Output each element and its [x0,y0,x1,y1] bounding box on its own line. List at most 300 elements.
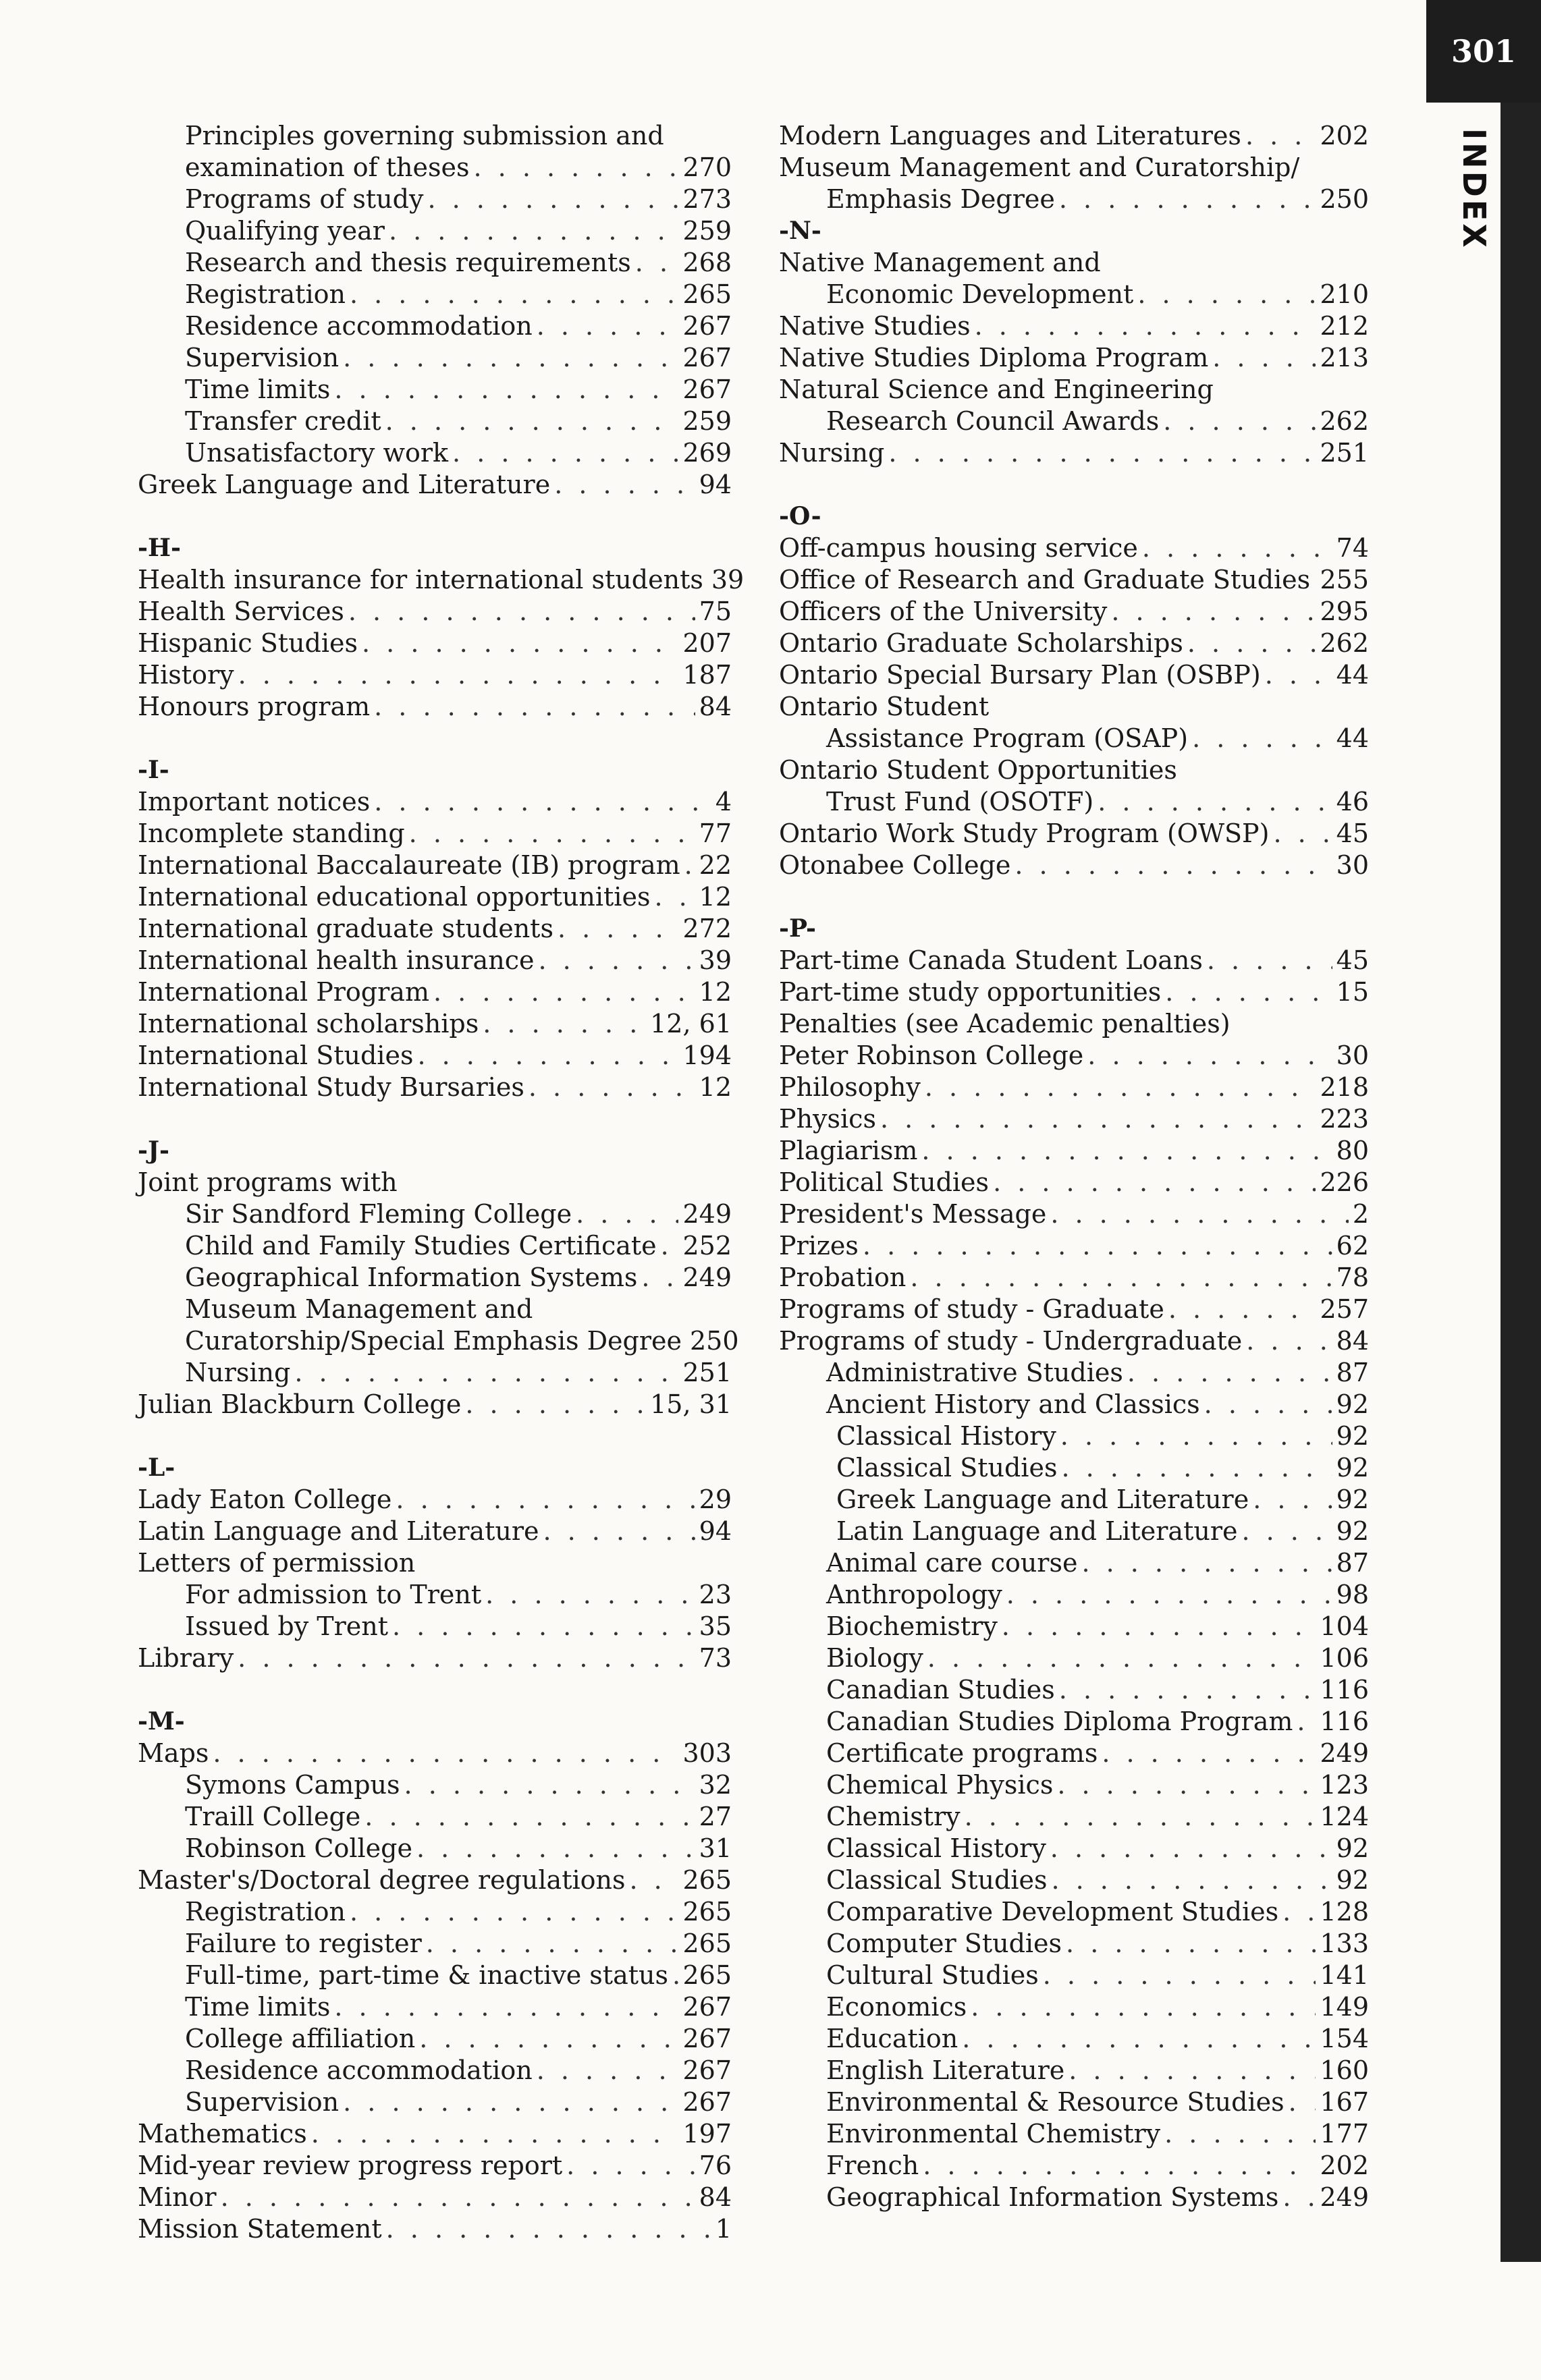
index-entry [779,1516,1369,1547]
leader-dots [1165,976,1332,1008]
index-entry-page: 249 [682,1263,732,1292]
index-entry-page: 116 [1320,1675,1369,1705]
index-entry-page: 45 [1336,945,1369,975]
side-tab [1501,103,1541,2262]
index-entry-term: For admission to Trent [185,1580,482,1609]
index-entry-page: 269 [682,438,732,468]
leader-dots [1098,786,1332,818]
leader-dots [389,215,679,247]
index-entry [779,2118,1369,2150]
index-entry [138,1928,732,1960]
index-entry-page: 12 [699,977,732,1007]
index-entry-term: Ontario Student Opportunities [779,755,1177,785]
index-entry-page: 194 [682,1041,732,1070]
index-entry-term: Geographical Information Systems [185,1263,638,1292]
index-entry-term: Mid-year review progress report [138,2151,563,2180]
leader-dots [334,1991,678,2023]
leader-dots [474,152,679,184]
index-entry [779,1706,1369,1738]
index-entry-term: Chemical Physics [826,1770,1054,1800]
index-entry-term: Mission Statement [138,2214,382,2244]
index-entry [779,1325,1369,1357]
index-entry-page: 267 [682,311,732,341]
index-entry-term: Biochemistry [826,1611,998,1641]
index-entry [138,976,732,1008]
index-entry-term: Programs of study - Undergraduate [779,1326,1243,1356]
index-entry-term: International health insurance [138,945,535,975]
letter-heading-text: -P- [779,914,816,943]
index-entry [138,1516,732,1547]
index-entry-term: Trust Fund (OSOTF) [826,787,1094,817]
leader-dots [238,659,679,691]
index-entry-page: 76 [699,2151,732,2180]
index-entry-term: Greek Language and Literature [138,470,551,499]
index-entry-term: Ontario Graduate Scholarships [779,628,1183,658]
spacer [138,1420,732,1452]
index-entry-term: Modern Languages and Literatures [779,121,1241,150]
index-entry [779,2086,1369,2118]
index-entry-term: Traill College [185,1802,361,1831]
index-entry [138,881,732,913]
index-entry [138,2086,732,2118]
index-entry-page: 270 [682,153,732,182]
leader-dots [485,1579,695,1611]
index-entry-term: Part-time Canada Student Loans [779,945,1203,975]
index-entry [138,2150,732,2182]
index-entry-page: 15 [1336,977,1369,1007]
index-entry-term: Environmental Chemistry [826,2119,1161,2149]
index-entry [779,2055,1369,2086]
index-entry-term: Economic Development [826,279,1134,309]
index-entry [138,1579,732,1611]
index-entry-term: International educational opportunities [138,882,651,912]
index-entry-term: Computer Studies [826,1929,1062,1958]
leader-dots [672,1960,678,1991]
index-entry-term: Native Studies Diploma Program [779,343,1209,372]
leader-dots [1204,1389,1332,1420]
index-entry-term: Unsatisfactory work [185,438,449,468]
index-entry-term: Letters of permission [138,1548,416,1578]
index-entry [138,945,732,976]
index-entry-term: Robinson College [185,1833,412,1863]
index-entry-term: Assistance Program (OSAP) [826,723,1189,753]
index-entry-term: Residence accommodation [185,2055,533,2085]
index-entry-term: Chemistry [826,1802,961,1831]
leader-dots [927,1642,1316,1674]
index-entry-page: 12 [699,882,732,912]
index-entry-term: Probation [779,1263,907,1292]
index-entry-term: Supervision [185,2087,340,2117]
spacer [138,1674,732,1706]
index-entry-page: 167 [1320,2087,1369,2117]
leader-dots [294,1357,678,1389]
index-entry-term: Child and Family Studies Certificate [185,1231,657,1261]
index-entry-term: Failure to register [185,1929,422,1958]
index-entry [779,152,1369,184]
index-entry-page: 251 [682,1358,732,1387]
leader-dots [1057,1769,1316,1801]
index-entry-term: Sir Sandford Fleming College [185,1199,572,1229]
index-entry [138,2213,732,2245]
leader-dots [417,1040,678,1072]
leader-dots [386,2213,711,2245]
index-entry-page: 303 [682,1738,732,1768]
letter-heading-text: -N- [779,217,821,245]
index-entry-term: Time limits [185,1992,331,2022]
index-entry [779,1008,1369,1040]
index-entry-page: 75 [699,597,732,626]
letter-heading-text: -M- [138,1707,185,1736]
index-entry-page: 250 [1320,184,1369,214]
index-entry-page: 267 [682,343,732,372]
index-entry [779,406,1369,437]
leader-dots [661,1230,679,1262]
leader-dots [465,1389,646,1420]
index-entry [138,310,732,342]
index-entry-term: Ontario Special Bursary Plan (OSBP) [779,660,1261,690]
leader-dots [350,279,679,310]
index-entry-page: 74 [1336,533,1369,563]
leader-dots [1087,1040,1332,1072]
leader-dots [962,2023,1316,2055]
leader-dots [1164,2118,1316,2150]
index-entry [779,1452,1369,1484]
index-column-right [779,120,1369,2213]
leader-dots [1069,2055,1316,2086]
leader-dots [1253,1484,1332,1516]
leader-dots [221,2182,695,2213]
index-entry [779,342,1369,374]
leader-dots [1081,1547,1332,1579]
index-entry-term: Joint programs with [138,1167,398,1197]
leader-dots [635,247,679,279]
leader-dots [1015,850,1332,881]
index-entry [779,437,1369,469]
index-entry [779,2150,1369,2182]
index-entry-term: Animal care course [826,1548,1078,1578]
index-entry-term: Plagiarism [779,1136,918,1165]
leader-dots [1289,2086,1316,2118]
index-entry-page: 45 [1336,819,1369,848]
index-entry-page: 30 [1336,1041,1369,1070]
index-entry-page: 202 [1320,2151,1369,2180]
index-entry [779,1294,1369,1325]
index-entry-page: 1 [715,2214,732,2244]
index-entry-term: Ancient History and Classics [826,1389,1200,1419]
index-entry [138,659,732,691]
index-entry-term: Nursing [779,438,885,468]
spacer [138,501,732,532]
index-entry-term: Native Studies [779,311,971,341]
index-entry [779,1928,1369,1960]
index-entry-page: 249 [1320,1738,1369,1768]
leader-dots [348,596,695,628]
index-entry [138,1833,732,1864]
index-entry-page: 44 [1336,723,1369,753]
letter-heading [779,215,1369,247]
leader-dots [654,881,695,913]
index-entry-term: Supervision [185,343,340,372]
leader-dots [426,1928,679,1960]
page-number: 301 [1426,0,1541,103]
index-entry-term: Emphasis Degree [826,184,1055,214]
index-entry-term: Honours program [138,692,371,721]
index-entry [779,247,1369,279]
index-entry-term: Health insurance for international students [138,565,703,594]
index-entry-page: 223 [1320,1104,1369,1134]
index-entry [779,1547,1369,1579]
leader-dots [416,1833,695,1864]
index-entry-page: 265 [682,1960,732,1990]
spacer [779,881,1369,913]
index-entry-term: Registration [185,279,346,309]
index-entry [779,596,1369,628]
index-entry [779,1579,1369,1611]
index-entry-term: Issued by Trent [185,1611,388,1641]
leader-dots [576,1198,678,1230]
index-entry [779,1896,1369,1928]
leader-dots [364,1801,695,1833]
leader-dots [529,1072,695,1103]
index-entry-term: Cultural Studies [826,1960,1039,1990]
index-entry-page: 39 [699,945,732,975]
leader-dots [343,342,678,374]
leader-dots [1051,1864,1332,1896]
index-entry [138,1072,732,1103]
leader-dots [1163,406,1316,437]
index-entry [138,1642,732,1674]
leader-dots [1142,532,1332,564]
index-entry-page: 84 [699,692,732,721]
index-entry-term: Off-campus housing service [779,533,1138,563]
index-entry [779,1167,1369,1198]
leader-dots [1002,1611,1316,1642]
index-entry-term: examination of theses [185,153,470,182]
index-entry [138,2023,732,2055]
index-entry [138,120,732,152]
index-entry-page: 133 [1320,1929,1369,1958]
index-entry [138,279,732,310]
leader-dots [1006,1579,1332,1611]
index-entry-page: 22 [699,850,732,880]
letter-heading-text: -I- [138,756,169,784]
leader-dots [629,1864,678,1896]
index-entry-term: Hispanic Studies [138,628,358,658]
index-entry-page: 295 [1320,597,1369,626]
index-entry-page: 84 [1336,1326,1369,1356]
index-entry [138,564,745,596]
index-entry-page: 257 [1320,1294,1369,1324]
leader-dots [925,1072,1316,1103]
index-entry [779,1040,1369,1072]
index-entry-term: Julian Blackburn College [138,1389,462,1419]
index-entry-page: 141 [1320,1960,1369,1990]
leader-dots [392,1611,695,1642]
index-entry-page: 12 [699,1072,732,1102]
index-entry-term: Programs of study - Graduate [779,1294,1164,1324]
index-entry [138,1896,732,1928]
index-entry-page: 128 [1320,1897,1369,1927]
index-entry-page: 31 [699,1833,732,1863]
index-entry-page: 218 [1320,1072,1369,1102]
index-entry [779,1674,1369,1706]
index-entry [138,1230,732,1262]
index-entry-term: Penalties (see Academic penalties) [779,1009,1231,1039]
index-entry-term: Political Studies [779,1167,990,1197]
leader-dots [1246,1325,1332,1357]
index-entry-term: Full-time, part-time & inactive status [185,1960,668,1990]
index-entry-page: 267 [682,2024,732,2053]
leader-dots [1273,818,1332,850]
index-entry-term: President's Message [779,1199,1047,1229]
index-entry [779,1135,1369,1167]
index-entry-term: Latin Language and Literature [138,1516,539,1546]
leader-dots [362,628,678,659]
leader-dots [1050,1198,1348,1230]
index-entry-term: International Program [138,977,429,1007]
index-entry-term: Maps [138,1738,209,1768]
leader-dots [1127,1357,1332,1389]
index-entry-page: 23 [699,1580,732,1609]
index-entry [138,1484,732,1516]
index-entry [779,374,1369,406]
index-entry-term: Latin Language and Literature [836,1516,1238,1546]
leader-dots [880,1103,1316,1135]
leader-dots [409,818,695,850]
index-entry [779,2182,1369,2213]
index-entry-term: Minor [138,2182,217,2212]
index-entry-term: Residence accommodation [185,311,533,341]
leader-dots [238,1642,695,1674]
index-entry-term: Mathematics [138,2119,307,2149]
index-entry [779,1389,1369,1420]
leader-dots [374,691,695,723]
index-entry [138,1738,732,1769]
leader-dots [1059,184,1316,215]
index-entry-page: 267 [682,2055,732,2085]
letter-heading-text: -L- [138,1454,175,1482]
index-entry [779,2023,1369,2055]
leader-dots [975,310,1316,342]
index-entry [138,1864,732,1896]
index-entry-page: 106 [1320,1643,1369,1673]
index-entry [138,850,732,881]
index-entry-page: 92 [1336,1865,1369,1895]
index-entry-term: Greek Language and Literature [836,1485,1249,1514]
index-entry-term: Native Management and [779,248,1101,277]
index-entry [138,596,732,628]
index-entry-term: Symons Campus [185,1770,400,1800]
index-entry-term: Classical History [836,1421,1056,1451]
leader-dots [1043,1960,1316,1991]
index-entry-term: Classical Studies [836,1453,1058,1483]
leader-dots [213,1738,678,1769]
index-entry-page: 267 [682,1992,732,2022]
index-entry-term: International Baccalaureate (IB) program [138,850,680,880]
letter-heading [779,501,1369,532]
index-entry-page: 12, 61 [650,1009,732,1039]
index-entry [138,184,732,215]
index-entry [138,1294,732,1325]
index-entry [138,628,732,659]
leader-dots [921,1135,1332,1167]
leader-dots [343,2086,678,2118]
index-entry-page: 78 [1336,1263,1369,1292]
leader-dots [404,1769,695,1801]
index-entry-page: 27 [699,1802,732,1831]
leader-dots [1061,1452,1332,1484]
index-entry [779,310,1369,342]
leader-dots [419,2023,678,2055]
index-entry-page: 73 [699,1643,732,1673]
index-entry-page: 273 [682,184,732,214]
index-entry-page: 272 [682,914,732,943]
leader-dots [374,786,711,818]
leader-dots [1050,1833,1332,1864]
index-entry [138,2182,732,2213]
index-entry-page: 46 [1336,787,1369,817]
leader-dots [543,1516,695,1547]
index-entry-term: College affiliation [185,2024,416,2053]
letter-heading [138,532,732,564]
index-entry-page: 197 [682,2119,732,2149]
leader-dots [888,437,1316,469]
spacer [779,469,1369,501]
index-entry-page: 259 [682,216,732,246]
leader-dots [863,1230,1332,1262]
leader-dots [641,1262,678,1294]
index-entry [779,1738,1369,1769]
leader-dots [1212,342,1316,374]
letter-heading [138,1706,732,1738]
leader-dots [1314,564,1316,596]
index-entry-term: Classical Studies [826,1865,1048,1895]
leader-dots [1265,659,1332,691]
index-entry-page: 259 [682,406,732,436]
leader-dots [396,1484,695,1516]
index-entry-page: 104 [1320,1611,1369,1641]
index-entry [779,976,1369,1008]
index-entry [138,342,732,374]
leader-dots [538,945,695,976]
index-entry [138,2118,732,2150]
leader-dots [1111,596,1316,628]
leader-dots [1282,2182,1316,2213]
index-entry-term: Philosophy [779,1072,921,1102]
index-entry-page: 94 [699,1516,732,1546]
index-entry [779,1864,1369,1896]
index-entry [138,406,732,437]
index-entry [138,152,732,184]
leader-dots [1060,1420,1332,1452]
index-entry-page: 160 [1320,2055,1369,2085]
leader-dots [1102,1738,1316,1769]
leader-dots [1059,1674,1316,1706]
index-entry-term: Education [826,2024,958,2053]
index-entry [138,374,732,406]
index-entry-page: 255 [1320,565,1369,594]
index-entry [779,1262,1369,1294]
index-entry [138,1960,732,1991]
index-entry [138,1262,732,1294]
index-entry-term: Research and thesis requirements [185,248,631,277]
index-entry-page: 265 [682,279,732,309]
letter-heading-text: -H- [138,534,181,562]
index-entry-term: Office of Research and Graduate Studies [779,565,1311,594]
index-entry-page: 4 [715,787,732,817]
index-entry-term: Registration [185,1897,346,1927]
index-entry-term: Curatorship/Special Emphasis Degree [185,1326,682,1356]
